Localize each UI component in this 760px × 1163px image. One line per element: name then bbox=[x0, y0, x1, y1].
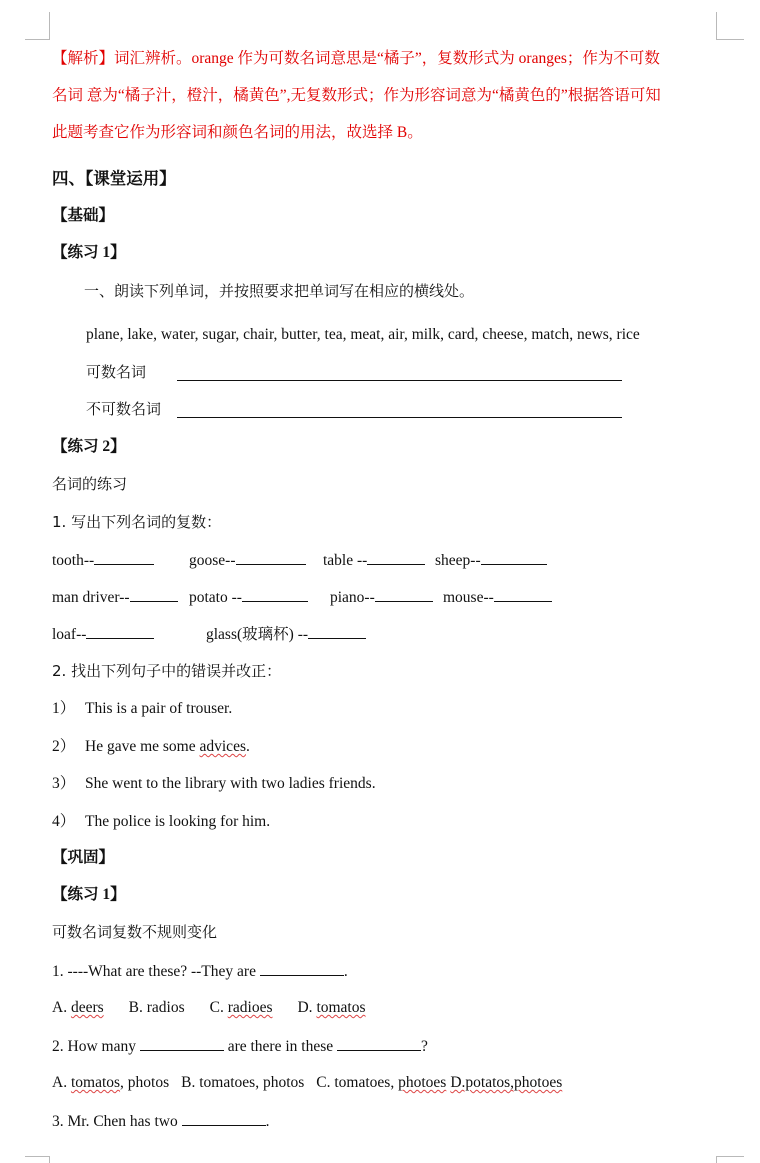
option-a[interactable]: A. deers bbox=[52, 999, 104, 1016]
mc-question-1: 1. ----What are these? --They are . bbox=[52, 963, 348, 980]
plural-question-title: 1. 写出下列名词的复数： bbox=[52, 513, 222, 531]
consolidate-label: 【巩固】 bbox=[52, 849, 115, 866]
error-sentence: 3） She went to the library with two ladies friends. bbox=[52, 775, 376, 792]
option-b[interactable]: B. radios bbox=[128, 999, 185, 1016]
plural-answer-blank[interactable] bbox=[130, 587, 178, 602]
corner-mark-bottom-left bbox=[25, 1156, 50, 1163]
plural-answer-blank[interactable] bbox=[308, 624, 366, 639]
plural-item: tooth-- bbox=[52, 550, 154, 571]
plural-item: mouse-- bbox=[443, 587, 552, 608]
analysis-line-1: 【解析】词汇辨析。orange 作为可数名词意思是“橘子”，复数形式为 oranges；作为不可数 bbox=[52, 50, 660, 67]
plural-item: loaf-- bbox=[52, 624, 154, 645]
basic-ex1-label: 【练习 1】 bbox=[52, 244, 126, 261]
basic-label: 【基础】 bbox=[52, 207, 115, 224]
consolidate-ex1-title: 可数名词复数不规则变化 bbox=[52, 923, 218, 941]
plural-item: piano-- bbox=[330, 587, 433, 608]
uncountable-answer-line[interactable] bbox=[177, 403, 622, 418]
mc-options-1 bbox=[52, 998, 366, 1018]
corner-mark-top-right bbox=[716, 12, 744, 40]
mc-options-2 bbox=[52, 1073, 562, 1093]
countable-label: 可数名词 bbox=[86, 363, 147, 381]
mc-question-3: 3. Mr. Chen has two . bbox=[52, 1113, 270, 1130]
plural-answer-blank[interactable] bbox=[242, 587, 308, 602]
option-d[interactable]: D.potatos,photoes bbox=[450, 1074, 563, 1091]
corner-mark-top-left bbox=[25, 12, 50, 40]
mc-question-2: 2. How many are there in these ? bbox=[52, 1038, 428, 1055]
plural-answer-blank[interactable] bbox=[375, 587, 433, 602]
mc-answer-blank[interactable] bbox=[337, 1036, 421, 1051]
mc-answer-blank[interactable] bbox=[182, 1111, 266, 1126]
plural-answer-blank[interactable] bbox=[494, 587, 552, 602]
plural-answer-blank[interactable] bbox=[94, 550, 154, 565]
plural-item: sheep-- bbox=[435, 550, 547, 571]
plural-item: potato -- bbox=[189, 587, 308, 608]
error-sentence: 1） This is a pair of trouser. bbox=[52, 700, 233, 717]
option-c[interactable]: C. radioes bbox=[209, 999, 273, 1016]
plural-answer-blank[interactable] bbox=[236, 550, 306, 565]
option-d[interactable]: D. tomatos bbox=[297, 999, 366, 1016]
ex1-word-list: plane, lake, water, sugar, chair, butter, tea, meat, air, milk, card, cheese, match, news, rice bbox=[86, 326, 640, 343]
error-question-title: 2. 找出下列句子中的错误并改正： bbox=[52, 662, 282, 680]
mc-answer-blank[interactable] bbox=[140, 1036, 224, 1051]
plural-answer-blank[interactable] bbox=[367, 550, 425, 565]
plural-answer-blank[interactable] bbox=[481, 550, 547, 565]
corner-mark-bottom-right bbox=[716, 1156, 744, 1163]
analysis-line-3: 此题考查它作为形容词和颜色名词的用法，故选择 B。 bbox=[52, 124, 423, 141]
option-c[interactable]: C. tomatoes, photoes bbox=[316, 1074, 447, 1091]
error-sentence: 4） The police is looking for him. bbox=[52, 813, 271, 830]
mc-answer-blank[interactable] bbox=[260, 961, 344, 976]
ex2-title: 名词的练习 bbox=[52, 475, 128, 493]
basic-ex2-label: 【练习 2】 bbox=[52, 438, 126, 455]
analysis-line-2: 名词 意为“橘子汁，橙汁，橘黄色”,无复数形式；作为形容词意为“橘黄色的”根据答语可知 bbox=[52, 87, 661, 104]
option-a[interactable]: A. tomatos, photos bbox=[52, 1074, 170, 1091]
section-title: 四、【课堂运用】 bbox=[52, 169, 176, 188]
uncountable-label: 不可数名词 bbox=[86, 400, 162, 418]
plural-item: glass(玻璃杯) -- bbox=[206, 624, 366, 645]
ex1-instruction: 一、朗读下列单词，并按照要求把单词写在相应的横线处。 bbox=[84, 282, 475, 300]
option-b[interactable]: B. tomatoes, photos bbox=[181, 1074, 305, 1091]
consolidate-ex1-label: 【练习 1】 bbox=[52, 886, 126, 903]
plural-answer-blank[interactable] bbox=[86, 624, 154, 639]
plural-item: man driver-- bbox=[52, 587, 178, 608]
plural-item: goose-- bbox=[189, 550, 306, 571]
plural-item: table -- bbox=[323, 550, 425, 571]
countable-answer-line[interactable] bbox=[177, 366, 622, 381]
error-sentence: 2） He gave me some advices. bbox=[52, 738, 250, 755]
